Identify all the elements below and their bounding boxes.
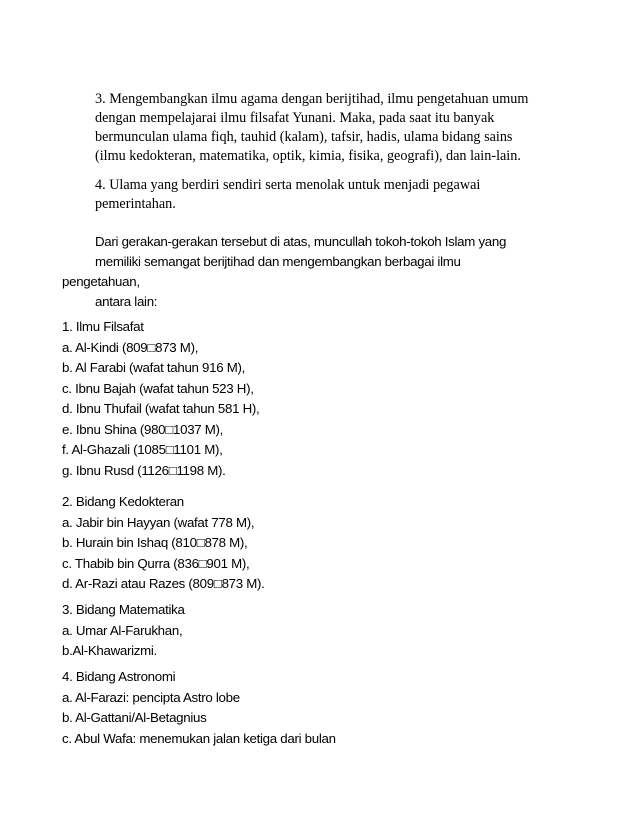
list-item: d. Ar-Razi atau Razes (809□873 M). [62, 576, 265, 591]
list-item: c. Ibnu Bajah (wafat tahun 523 H), [62, 380, 254, 396]
text-line: antara lain: [95, 294, 158, 309]
list-item: b.Al-Khawarizmi. [62, 643, 157, 658]
list-item: b. Hurain bin Ishaq (810□878 M), [62, 535, 248, 550]
text-line: 4. Ulama yang berdiri sendiri serta menolak untuk menjadi pegawai [95, 177, 481, 193]
text-line: pengetahuan, [62, 274, 140, 289]
list-item: d. Ibnu Thufail (wafat tahun 581 H), [62, 401, 260, 416]
text-line: (ilmu kedokteran, matematika, optik, kimia, fisika, geografi), dan lain-lain. [95, 148, 521, 164]
list-item: g. Ibnu Rusd (1126□1198 M). [62, 462, 226, 478]
list-item: c. Thabib bin Qurra (836□901 M), [62, 555, 250, 571]
text-line: bermunculan ulama fiqh, tauhid (kalam), tafsir, hadis, ulama bidang sains [95, 129, 513, 145]
list-item: b. Al Farabi (wafat tahun 916 M), [62, 360, 246, 375]
list-item: c. Abul Wafa: menemukan jalan ketiga dari bulan [62, 730, 336, 746]
section-heading: 2. Bidang Kedokteran [62, 494, 184, 509]
text-line: Dari gerakan-gerakan tersebut di atas, muncullah tokoh-tokoh Islam yang [95, 234, 507, 249]
list-item: a. Jabir bin Hayyan (wafat 778 M), [62, 514, 255, 530]
list-item: f. Al-Ghazali (1085□1101 M), [62, 442, 223, 457]
list-item: a. Umar Al-Farukhan, [62, 622, 183, 638]
list-item: a. Al-Farazi: pencipta Astro lobe [62, 689, 240, 705]
text-line: memiliki semangat berijtihad dan mengembangkan berbagai ilmu [95, 254, 461, 269]
section-heading: 4. Bidang Astronomi [62, 669, 176, 684]
text-line: 3. Mengembangkan ilmu agama dengan berijtihad, ilmu pengetahuan umum [95, 91, 529, 107]
section-heading: 3. Bidang Matematika [62, 602, 185, 617]
section-heading: 1. Ilmu Filsafat [62, 319, 144, 334]
text-line: dengan mempelajarai ilmu filsafat Yunani. Maka, pada saat itu banyak [95, 110, 495, 126]
list-item: b. Al-Gattani/Al-Betagnius [62, 710, 207, 725]
list-item: e. Ibnu Shina (980□1037 M), [62, 421, 224, 437]
text-line: pemerintahan. [95, 196, 176, 212]
list-item: a. Al-Kindi (809□873 M), [62, 339, 199, 355]
